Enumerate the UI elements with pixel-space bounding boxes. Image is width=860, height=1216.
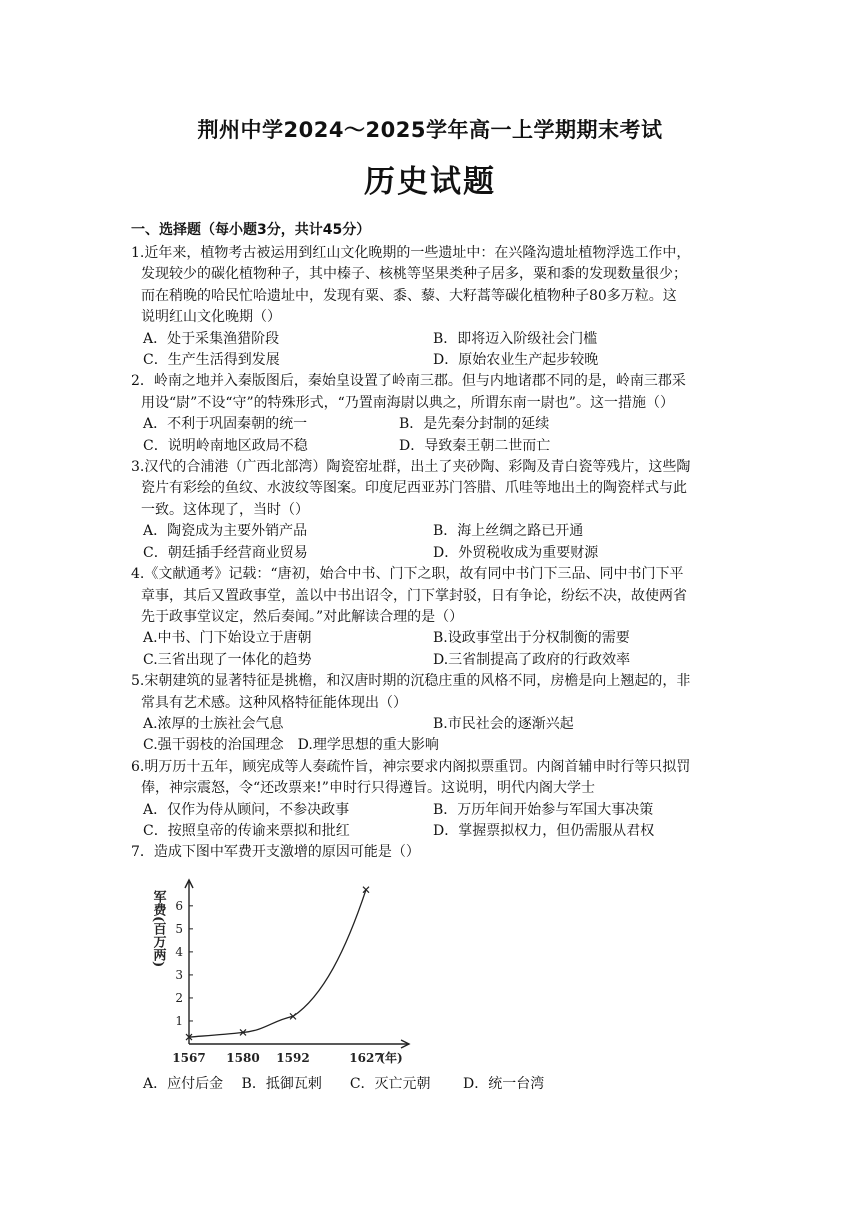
question-5 (131, 671, 741, 757)
option-c: C．朝廷插手经营商业贸易 (143, 544, 308, 561)
question-stem-line: 7．造成下图中军费开支激增的原因可能是（） (131, 844, 420, 861)
x-tick-label: 1592 (276, 1050, 310, 1065)
option-c-d: C.强干弱枝的治国理念 D.理学思想的重大影响 (143, 737, 439, 754)
y-tick-label: 3 (175, 967, 183, 982)
x-tick-label: 1567 (172, 1050, 206, 1065)
options-row: A．应付后金 B．抵御瓦剌 C．灭亡元朝 D．统一台湾 (143, 1075, 545, 1092)
option-a: A．不利于巩固秦朝的统一 (143, 416, 308, 433)
option-d: D．掌握票拟权力，但仍需服从君权 (433, 822, 655, 839)
x-tick-label: 1580 (226, 1050, 260, 1065)
y-tick-label: 2 (175, 990, 183, 1005)
option-c: C．生产生活得到发展 (143, 352, 280, 369)
question-stem-line: 常具有艺术感。这种风格特征能体现出（） (141, 694, 407, 711)
option-d: D．导致秦王朝二世而亡 (399, 437, 551, 454)
option-c: C．按照皇帝的传谕来票拟和批红 (143, 822, 350, 839)
question-stem-line: 用设“尉”不设“守”的特殊形式，“乃置南海尉以典之，所谓东南一尉也”。这一措施（） (141, 394, 674, 411)
y-tick-label: 5 (175, 921, 183, 936)
options-grid (131, 521, 741, 564)
options-grid (131, 414, 741, 457)
option-b: B．海上丝绸之路已开通 (433, 523, 584, 540)
question-stem-line: 4.《文献通考》记载：“唐初，始合中书、门下之职，故有同中书门下三品、同中书门下平 (131, 566, 684, 583)
option-a: A．陶瓷成为主要外销产品 (143, 523, 308, 540)
option-b: B.市民社会的逐渐兴起 (433, 715, 574, 732)
question-1 (131, 243, 741, 371)
question-stem-line: 一致。这体现了，当时（） (141, 501, 309, 518)
options-grid (131, 714, 741, 757)
options-grid (131, 329, 741, 372)
exam-subtitle: 历史试题 (364, 164, 496, 200)
question-stem-line: 俸，神宗震怒，令“还改票来!”申时行只得遵旨。这说明，明代内阁大学士 (141, 780, 595, 797)
option-c: C．说明岭南地区政局不稳 (143, 437, 308, 454)
option-b: B.设政事堂出于分权制衡的需要 (433, 630, 630, 647)
question-list (131, 243, 741, 1095)
military-expense-chart (131, 864, 741, 1074)
question-7 (131, 842, 741, 1095)
options-grid (131, 800, 741, 843)
exam-title: 荆州中学2024～2025学年高一上学期期末考试 (197, 118, 663, 142)
section-heading: 一、选择题（每小题3分，共计45分） (131, 222, 371, 238)
question-stem-line: 6.明万历十五年，顾宪成等人奏疏忤旨，神宗要求内阁拟票重罚。内阁首辅申时行等只拟罚 (131, 758, 691, 775)
option-d: D．外贸税收成为重要财源 (433, 544, 599, 561)
question-stem-line: 3.汉代的合浦港（广西北部湾）陶瓷窑址群，出土了夹砂陶、彩陶及青白瓷等残片，这些陶 (131, 459, 691, 476)
option-a: A．处于采集渔猎阶段 (143, 330, 280, 347)
question-3 (131, 457, 741, 564)
x-unit-label: (年) (379, 1050, 403, 1065)
question-stem-line: 2．岭南之地并入秦版图后，秦始皇设置了岭南三郡。但与内地诸郡不同的是，岭南三郡采 (131, 373, 686, 390)
question-stem-line: 瓷片有彩绘的鱼纹、水波纹等图案。印度尼西亚苏门答腊、爪哇等地出土的陶瓷样式与此 (141, 480, 687, 497)
option-b: B．万历年间开始参与军国大事决策 (433, 801, 654, 818)
question-stem-line: 而在稍晚的哈民忙哈遗址中，发现有粟、黍、藜、大籽蒿等碳化植物种子80多万粒。这 (141, 287, 677, 304)
question-stem-line: 发现较少的碳化植物种子，其中榛子、核桃等坚果类种子居多，粟和黍的发现数量很少； (141, 266, 687, 283)
data-point (363, 886, 369, 892)
question-stem-line: 1.近年来，植物考古被运用到红山文化晚期的一些遗址中：在兴隆沟遗址植物浮选工作中， (131, 245, 691, 261)
option-a: A．仅作为侍从顾问，不参决政事 (143, 801, 350, 818)
series-line (189, 889, 366, 1036)
options-grid (131, 628, 741, 671)
line-chart (141, 870, 441, 1070)
x-tick-label: 1627 (349, 1050, 383, 1065)
option-d: D.三省制提高了政府的行政效率 (433, 651, 631, 668)
option-a: A.浓厚的士族社会气息 (143, 715, 284, 732)
y-axis-label: 军费(百万两) (150, 889, 166, 968)
question-6 (131, 757, 741, 843)
option-d: D．原始农业生产起步较晚 (433, 352, 599, 369)
y-tick-label: 6 (175, 898, 183, 913)
option-c: C.三省出现了一体化的趋势 (143, 651, 312, 668)
y-tick-label: 1 (175, 1013, 183, 1028)
option-b: B．即将迈入阶级社会门槛 (433, 330, 598, 347)
question-4 (131, 564, 741, 671)
question-stem-line: 说明红山文化晚期（） (141, 309, 281, 326)
question-stem-line: 先于政事堂议定，然后奏闻。”对此解读合理的是（） (141, 608, 464, 625)
question-stem-line: 5.宋朝建筑的显著特征是挑檐，和汉唐时期的沉稳庄重的风格不同，房檐是向上翘起的，非 (131, 673, 691, 690)
question-stem-line: 章事，其后又置政事堂，盖以中书出诏令，门下掌封驳，日有争论，纷纭不决，故使两省 (141, 587, 687, 604)
question-2 (131, 371, 741, 457)
option-b: B．是先秦分封制的延续 (399, 416, 550, 433)
option-a: A.中书、门下始设立于唐朝 (143, 630, 312, 647)
y-tick-label: 4 (175, 944, 183, 959)
